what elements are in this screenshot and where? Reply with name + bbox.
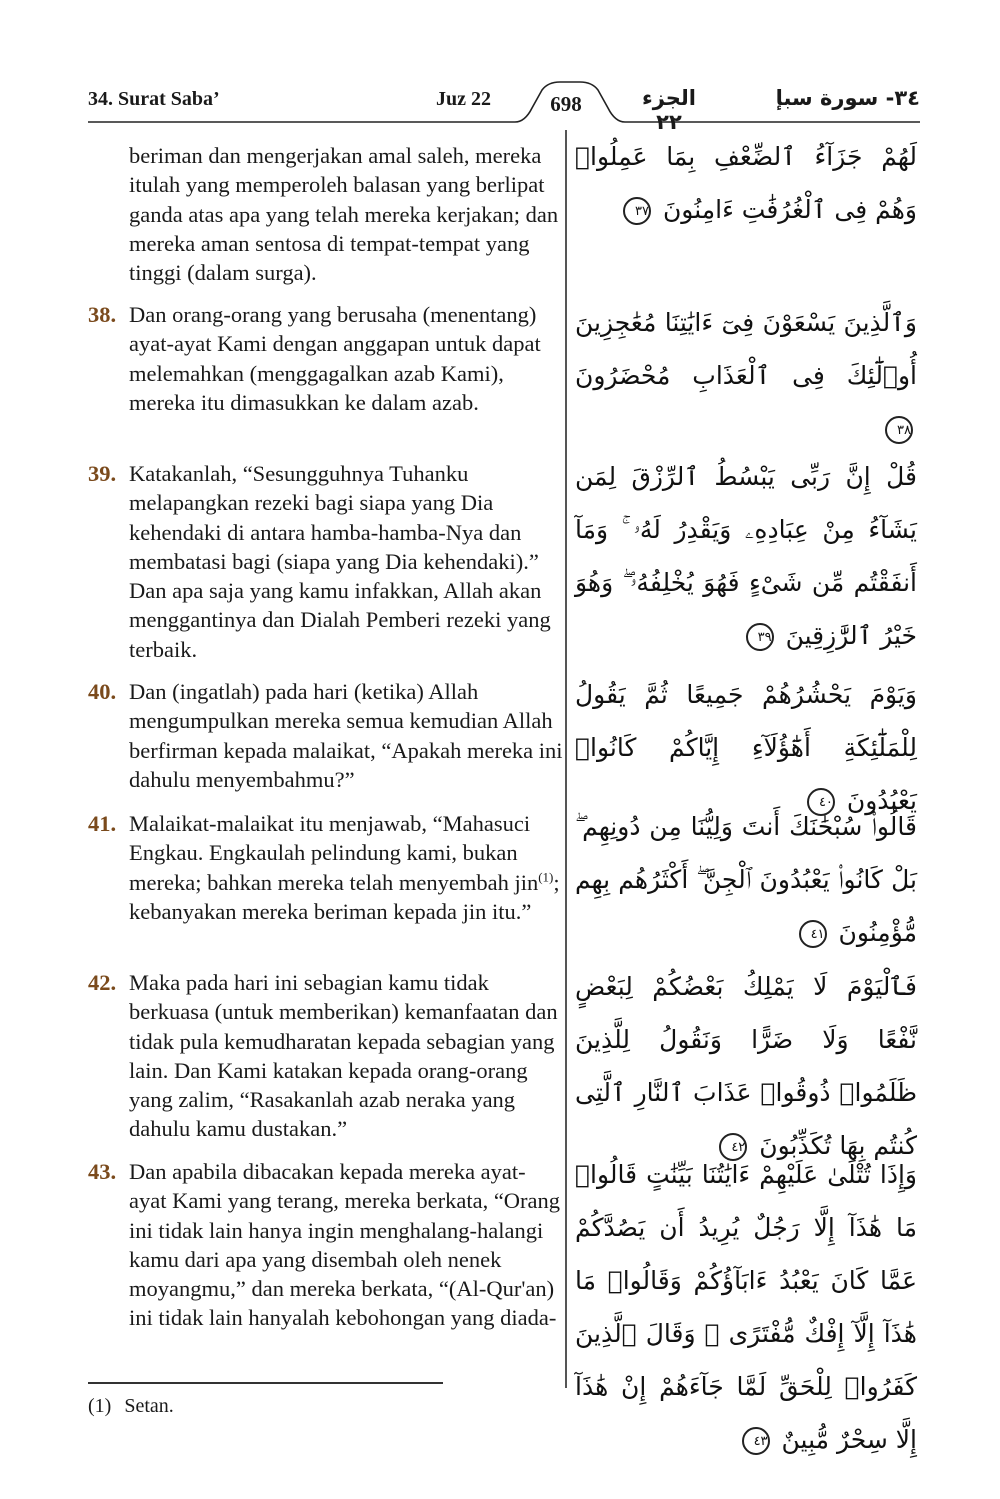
ayah-end-marker: ٤٢ (719, 1133, 747, 1161)
ayah-end-marker: ٣٧ (623, 197, 651, 225)
arabic-text: قَالُوا۟ سُبْحَٰنَكَ أَنتَ وَلِيُّنَا مِن دُونِهِم ۖ بَلْ كَانُوا۟ يَعْبُدُونَ ٱلْجِنَّ ۖ أَكْثَرُهُم بِهِم مُّؤْمِنُونَ (575, 812, 917, 947)
translation-verse-42 (88, 968, 563, 1144)
header-surah-arabic: ٣٤- سورة سبإ (775, 86, 920, 110)
arabic-verse-43 (575, 1148, 917, 1466)
translation-verse-39 (88, 459, 563, 664)
translation-text (129, 809, 563, 926)
arabic-text: فَٱلْيَوْمَ لَا يَمْلِكُ بَعْضُكُمْ لِبَعْضٍ نَّفْعًا وَلَا ضَرًّا وَنَقُولُ لِلَّذِينَ ظَلَمُوا۟ ذُوقُوا۟ عَذَابَ ٱلنَّارِ ٱلَّتِى كُنتُم بِهَا تُكَذِّبُونَ (575, 972, 917, 1160)
ayah-end-marker: ٤١ (799, 920, 827, 948)
translation-verse-41 (88, 809, 563, 926)
footnote-marker: (1) (88, 1395, 112, 1417)
translation-verse-37 (88, 141, 563, 287)
translation-text-part: ; kebanyakan mereka beriman kepada jin itu.” (129, 869, 560, 924)
translation-verse-40 (88, 677, 563, 794)
verse-number: 41. (88, 811, 117, 836)
header-rule (0, 0, 1000, 140)
footnote-reference[interactable]: (1) (538, 869, 554, 885)
footnote-text: Setan. (124, 1395, 174, 1417)
arabic-verse-39 (575, 450, 917, 662)
translation-text-part: Malaikat-malaikat itu menjawab, “Mahasuci Engkau. Engkaulah pelindung kami, bukan mereka; bahkan mereka telah menyembah jin (129, 811, 539, 895)
page-header (0, 0, 1000, 140)
translation-text: beriman dan mengerjakan amal saleh, mereka itulah yang memperoleh balasan yang berlipat ganda atas apa yang telah mereka kerjakan; dan mereka aman sentosa di tempat-tempat yang tinggi (dalam surga). (129, 143, 559, 286)
translation-text: Dan (ingatlah) pada hari (ketika) Allah mengumpulkan mereka semua kemudian Allah berfirman kepada malaikat, “Apakah mereka ini dahulu menyembahmu?” (129, 679, 563, 792)
verse-number: 40. (88, 679, 117, 704)
arabic-verse-42 (575, 960, 917, 1172)
arabic-text: قُلْ إِنَّ رَبِّى يَبْسُطُ ٱلرِّزْقَ لِمَن يَشَآءُ مِنْ عِبَادِهِۦ وَيَقْدِرُ لَهُۥ ۚ وَمَآ أَنفَقْتُم مِّن شَىْءٍ فَهُوَ يُخْلِفُهُۥ ۖ وَهُوَ خَيْرُ ٱلرَّٰزِقِينَ (575, 462, 917, 650)
footnote (88, 1395, 174, 1418)
page-number: 698 (550, 92, 582, 116)
verse-number: 39. (88, 461, 117, 486)
verse-number: 42. (88, 970, 117, 995)
ayah-end-marker: ٤٣ (742, 1427, 770, 1455)
verse-number: 43. (88, 1159, 117, 1184)
arabic-text: وَٱلَّذِينَ يَسْعَوْنَ فِىٓ ءَايَٰتِنَا مُعَٰجِزِينَ أُو۟لَٰٓئِكَ فِى ٱلْعَذَابِ مُحْضَرُونَ (575, 308, 917, 390)
header-juz-arabic: الجزء ٢٢ (641, 86, 697, 134)
ayah-end-marker: ٣٩ (746, 623, 774, 651)
header-juz-latin: Juz 22 (436, 88, 491, 110)
arabic-text: وَإِذَا تُتْلَىٰ عَلَيْهِمْ ءَايَٰتُنَا بَيِّنَٰتٍ قَالُوا۟ مَا هَٰذَآ إِلَّا رَجُلٌ يُرِيدُ أَن يَصُدَّكُمْ عَمَّا كَانَ يَعْبُدُ ءَابَآؤُكُمْ وَقَالُوا۟ مَا هَٰذَآ إِلَّآ إِفْكٌ مُّفْتَرًى ۚ وَقَالَ ٱلَّذِينَ كَفَرُوا۟ لِلْحَقِّ لَمَّا جَآءَهُمْ إِنْ هَٰذَآ إِلَّا سِحْرٌ مُّبِينٌ (575, 1160, 917, 1454)
arabic-text: وَيَوْمَ يَحْشُرُهُمْ جَمِيعًا ثُمَّ يَقُولُ لِلْمَلَٰٓئِكَةِ أَهَٰٓؤُلَآءِ إِيَّاكُمْ كَانُوا۟ يَعْبُدُونَ (575, 680, 917, 815)
arabic-verse-41 (575, 800, 917, 959)
arabic-verse-38 (575, 296, 917, 455)
footnote-rule (88, 1382, 443, 1384)
arabic-verse-37 (575, 130, 917, 236)
verse-number: 38. (88, 302, 117, 327)
ayah-end-marker: ٣٨ (885, 416, 913, 444)
translation-text: Dan apabila dibacakan kepada mereka ayat-ayat Kami yang terang, mereka berkata, “Orang ini tidak lain hanya ingin menghalang-halangi kamu dari apa yang disembah oleh nenek moyangmu,” dan mereka berkata, “(Al-Qur'an) ini tidak lain hanyalah kebohongan yang diada- (129, 1159, 561, 1331)
header-surah-latin: 34. Surat Saba’ (88, 88, 220, 110)
column-divider (565, 130, 567, 1388)
translation-verse-38 (88, 300, 563, 417)
ayah-end-marker: ٤٠ (807, 788, 835, 816)
translation-text: Maka pada hari ini sebagian kamu tidak berkuasa (untuk memberikan) kemanfaatan dan tidak pula kemudharatan kepada sebagian yang lain. Dan Kami katakan kepada orang-orang yang zalim, “Rasakanlah azab neraka yang dahulu kamu dustakan.” (129, 970, 558, 1142)
translation-text: Dan orang-orang yang berusaha (menentang) ayat-ayat Kami dengan anggapan untuk dapat melemahkan (menggagalkan azab Kami), mereka itu dimasukkan ke dalam azab. (129, 302, 541, 415)
translation-verse-43 (88, 1157, 563, 1333)
translation-text: Katakanlah, “Sesungguhnya Tuhanku melapangkan rezeki bagi siapa yang Dia kehendaki di antara hamba-hamba-Nya dan membatasi bagi (siapa yang Dia kehendaki).” Dan apa saja yang kamu infakkan, Allah akan menggantinya dan Dialah Pemberi rezeki yang terbaik. (129, 461, 551, 662)
arabic-text: لَهُمْ جَزَآءُ ٱلضِّعْفِ بِمَا عَمِلُوا۟ وَهُمْ فِى ٱلْغُرُفَٰتِ ءَامِنُونَ (575, 142, 917, 224)
